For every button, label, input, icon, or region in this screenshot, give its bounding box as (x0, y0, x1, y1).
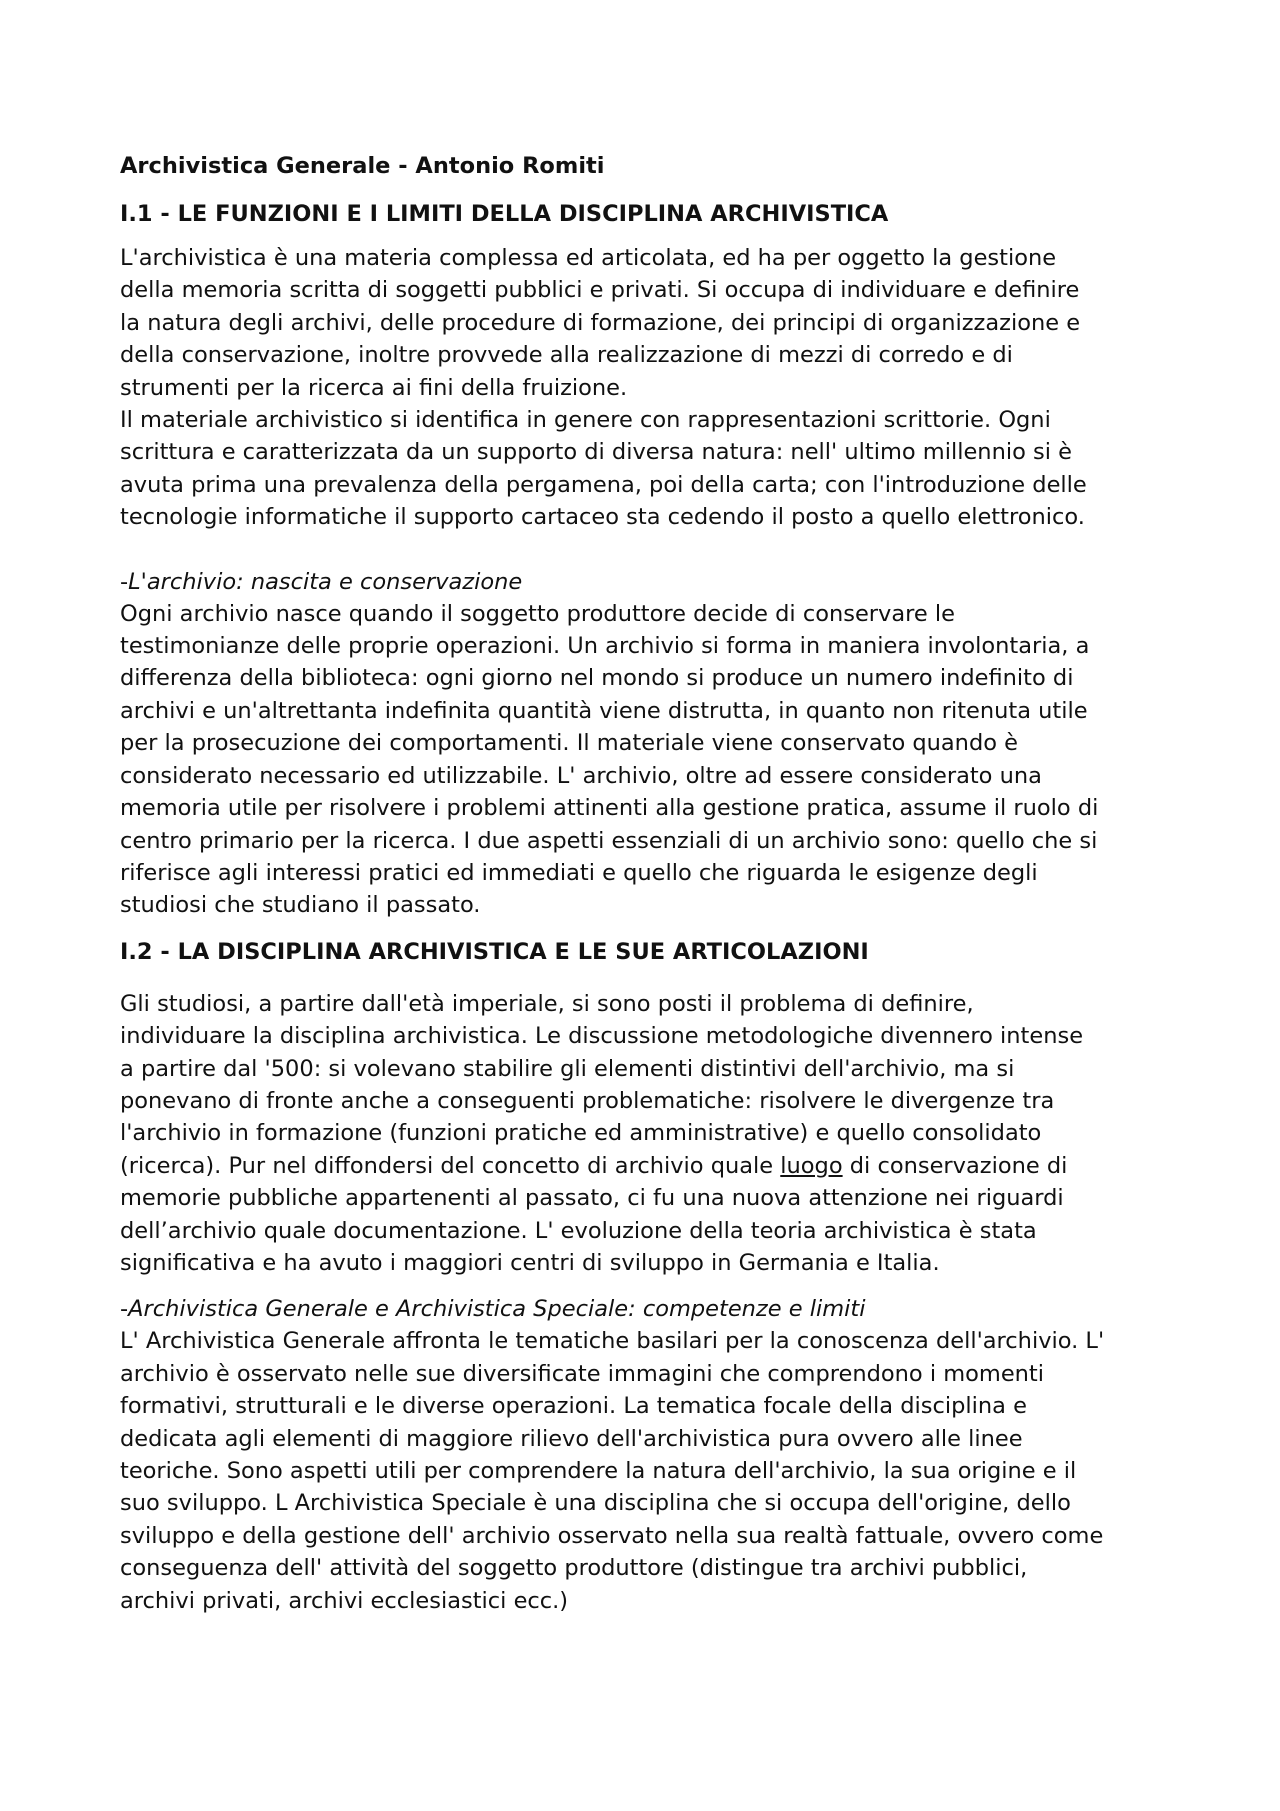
text-line: considerato necessario ed utilizzabile. L' archivio, oltre ad essere considerato una (120, 762, 1042, 789)
text-line: sviluppo e della gestione dell' archivio osservato nella sua realtà fattuale, ovvero come (120, 1522, 1104, 1549)
text-line: Gli studiosi, a partire dall'età imperiale, si sono posti il problema di definire, (120, 990, 974, 1017)
text-line: archivio è osservato nelle sue diversificate immagini che comprendono i momenti (120, 1360, 1044, 1387)
underlined-word: luogo (780, 1152, 843, 1179)
text-line: individuare la disciplina archivistica. Le discussione metodologiche divennero intense (120, 1023, 1084, 1050)
text-line: ponevano di fronte anche a conseguenti problematiche: risolvere le divergenze tra (120, 1087, 1055, 1114)
text-line: archivi e un'altrettanta indefinita quantità viene distrutta, in quanto non ritenuta utile (120, 697, 1088, 724)
text-line: della memoria scritta di soggetti pubblici e privati. Si occupa di individuare e definire (120, 277, 1080, 304)
text-line: teoriche. Sono aspetti utili per comprendere la natura dell'archivio, la sua origine e il (120, 1458, 1077, 1484)
text-line: conseguenza dell' attività del soggetto produttore (distingue tra archivi pubblici, (120, 1555, 1028, 1582)
section2-paragraph-1 (120, 988, 1180, 1280)
section-heading-2: I.2 - LA DISCIPLINA ARCHIVISTICA E LE SUE ARTICOLAZIONI (120, 938, 869, 965)
section2-paragraph-2 (120, 1325, 1180, 1617)
text-line-with-underline (120, 1150, 1180, 1182)
text-line: dell’archivio quale documentazione. L' evoluzione della teoria archivistica è stata (120, 1217, 1037, 1244)
text-line: avuta prima una prevalenza della pergamena, poi della carta; con l'introduzione delle (120, 471, 1087, 498)
text-line: studiosi che studiano il passato. (120, 892, 481, 919)
text-line: memorie pubbliche appartenenti al passato, ci fu una nuova attenzione nei riguardi (120, 1185, 1064, 1212)
text-line: strumenti per la ricerca ai fini della fruizione. (120, 374, 628, 401)
text-line: per la prosecuzione dei comportamenti. Il materiale viene conservato quando è (120, 730, 1018, 757)
text-line: centro primario per la ricerca. I due aspetti essenziali di un archivio sono: quello che si (120, 827, 1098, 854)
text-line: dedicata agli elementi di maggiore rilievo dell'archivistica pura ovvero alle linee (120, 1425, 1023, 1452)
blank-line (120, 534, 1180, 566)
text-line: significativa e ha avuto i maggiori centri di sviluppo in Germania e Italia. (120, 1249, 940, 1276)
text-line: L' Archivistica Generale affronta le tematiche basilari per la conoscenza dell'archivio. L' (120, 1328, 1105, 1355)
text-segment: di conservazione di (842, 1152, 1068, 1179)
text-line: tecnologie informatiche il supporto cartaceo sta cedendo il posto a quello elettronico. (120, 504, 1085, 531)
subsection-heading-1 (120, 566, 1180, 598)
subsection-dash: - (120, 568, 129, 595)
text-line: della conservazione, inoltre provvede alla realizzazione di mezzi di corredo e di (120, 342, 1013, 369)
text-line: riferisce agli interessi pratici ed immediati e quello che riguarda le esigenze degli (120, 859, 1038, 886)
text-line: l'archivio in formazione (funzioni pratiche ed amministrative) e quello consolidato (120, 1120, 1042, 1147)
subsection-heading-2 (120, 1293, 1180, 1325)
text-segment: (ricerca). Pur nel diffondersi del concetto di archivio quale (120, 1152, 781, 1179)
text-line: L'archivistica è una materia complessa ed articolata, ed ha per oggetto la gestione (120, 245, 1057, 271)
text-line: Il materiale archivistico si identifica in genere con rappresentazioni scrittorie. Ogni (120, 407, 1051, 434)
subsection-dash: - (120, 1296, 129, 1323)
text-line: archivi privati, archivi ecclesiastici ecc.) (120, 1587, 569, 1614)
text-line: differenza della biblioteca: ogni giorno nel mondo si produce un numero indefinito di (120, 665, 1074, 692)
subsection-title: L'archivio: nascita e conservazione (128, 568, 523, 595)
section-heading-1: I.1 - LE FUNZIONI E I LIMITI DELLA DISCIPLINA ARCHIVISTICA (120, 201, 889, 227)
text-line: formativi, strutturali e le diverse operazioni. La tematica focale della disciplina e (120, 1393, 1027, 1420)
subsection-title: Archivistica Generale e Archivistica Speciale: competenze e limiti (128, 1296, 866, 1323)
text-line: scrittura e caratterizzata da un supporto di diversa natura: nell' ultimo millennio si è (120, 439, 1072, 466)
document-title: Archivistica Generale - Antonio Romiti (120, 153, 605, 179)
text-line: testimonianze delle proprie operazioni. Un archivio si forma in maniera involontaria, a (120, 633, 1090, 660)
text-line: la natura degli archivi, delle procedure di formazione, dei principi di organizzazione e (120, 309, 1081, 336)
section1-paragraph-2 (120, 598, 1180, 922)
text-line: memoria utile per risolvere i problemi attinenti alla gestione pratica, assume il ruolo di (120, 795, 1099, 822)
section1-paragraph-1 (120, 242, 1180, 534)
text-line: Ogni archivio nasce quando il soggetto produttore decide di conservare le (120, 600, 955, 627)
text-line: a partire dal '500: si volevano stabilire gli elementi distintivi dell'archivio, ma si (120, 1055, 1015, 1082)
text-line: suo sviluppo. L Archivistica Speciale è una disciplina che si occupa dell'origine, dello (120, 1490, 1071, 1517)
